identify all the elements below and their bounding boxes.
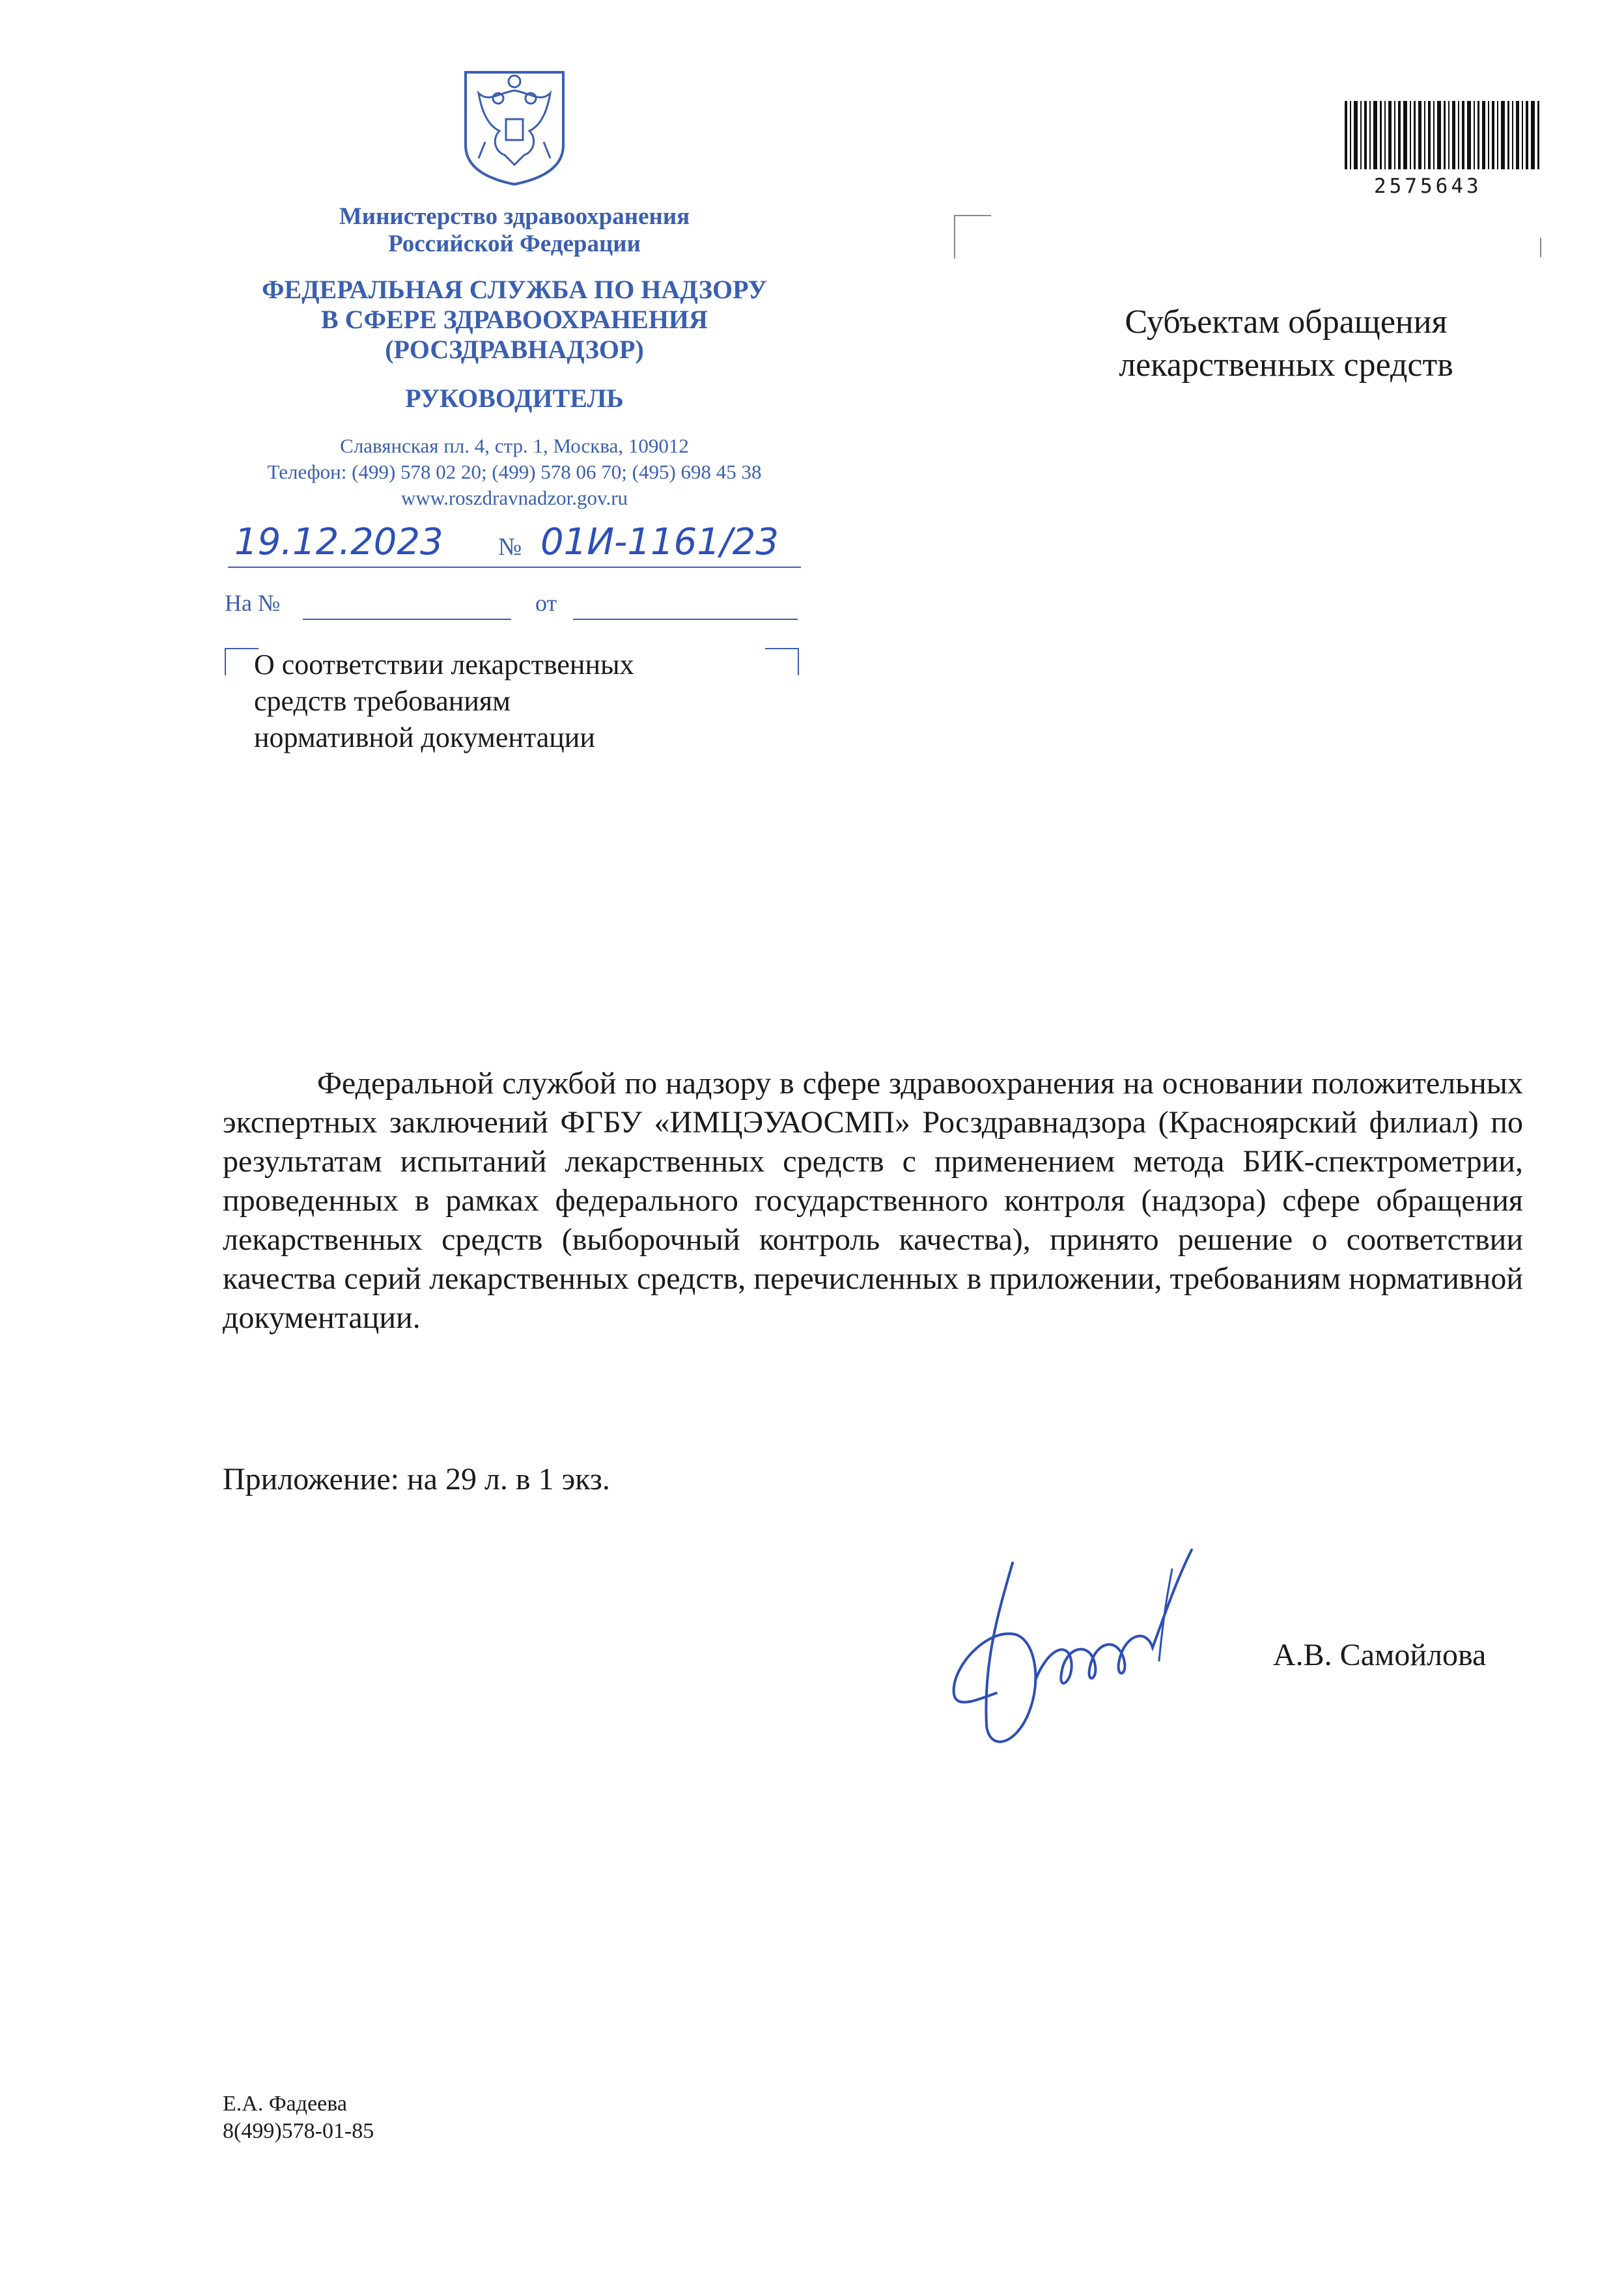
service-line-2: В СФЕРЕ ЗДРАВООХРАНЕНИЯ (321, 305, 708, 334)
subject-bracket-right (765, 648, 799, 675)
ministry-name (215, 203, 814, 258)
subject-line-2: средств требованиям (254, 685, 511, 717)
registration-date: 19.12.2023 (234, 521, 443, 563)
barcode-number: 2575643 (1374, 175, 1482, 198)
address: Славянская пл. 4, стр. 1, Москва, 109012 (340, 434, 689, 457)
service-line-3: (РОСЗДРАВНАДЗОР) (385, 335, 644, 364)
executor-name: Е.А. Фадеева (223, 2092, 347, 2116)
recipient-bracket-left (954, 215, 991, 259)
handwritten-signature (938, 1530, 1224, 1771)
website: www.roszdravnadzor.gov.ru (400, 486, 628, 509)
executor-phone: 8(499)578-01-85 (223, 2119, 374, 2143)
recipient-bracket-right (1540, 238, 1541, 257)
registration-number: 01И-1161/23 (540, 521, 779, 563)
ministry-line-1: Министерство здравоохранения (339, 203, 690, 230)
attachment-note: Приложение: на 29 л. в 1 экз. (223, 1462, 610, 1496)
from-label: от (535, 590, 557, 616)
contacts-block (215, 433, 814, 511)
recipient-block (1058, 301, 1514, 387)
number-sign: № (498, 533, 522, 561)
reply-label: На № (225, 590, 281, 616)
subject-line-1: О соответствии лекарственных (254, 649, 634, 681)
signer-name: А.В. Самойлова (1273, 1638, 1487, 1672)
recipient-line-2: лекарственных средств (1119, 346, 1453, 384)
service-line-1: ФЕДЕРАЛЬНАЯ СЛУЖБА ПО НАДЗОРУ (262, 275, 767, 304)
letter-subject (254, 647, 634, 756)
phones: Телефон: (499) 578 02 20; (499) 578 06 70; (495) 698 45 38 (267, 460, 762, 483)
from-date-line (573, 619, 798, 620)
barcode (1338, 98, 1547, 173)
subject-line-3: нормативной документации (254, 722, 595, 753)
executor-block (223, 2090, 374, 2145)
coat-of-arms-emblem (459, 67, 570, 188)
position-title: РУКОВОДИТЕЛЬ (405, 384, 624, 413)
letter-body (223, 1064, 1523, 1338)
ministry-line-2: Российской Федерации (388, 231, 641, 257)
reply-number-line (303, 619, 511, 620)
registration-underline (228, 567, 801, 568)
recipient-line-1: Субъектам обращения (1125, 303, 1448, 341)
service-name (215, 275, 814, 365)
body-paragraph: Федеральной службой по надзору в сфере здравоохранения на основании положительных экспертных заключений ФГБУ «ИМЦЭУАОСМП» Росздравнадзора (Красноярский филиал) по результатам испытаний лекарственных средств с применением метода БИК-спектрометрии, проведенных в рамках федерального государственного контроля (надзора) сфере обращения лекарственных средств (выборочный контроль качества), принято решение о соответствии качества серий лекарственных средств, перечисленных в приложении, требованиям нормативной документации. (223, 1066, 1523, 1335)
